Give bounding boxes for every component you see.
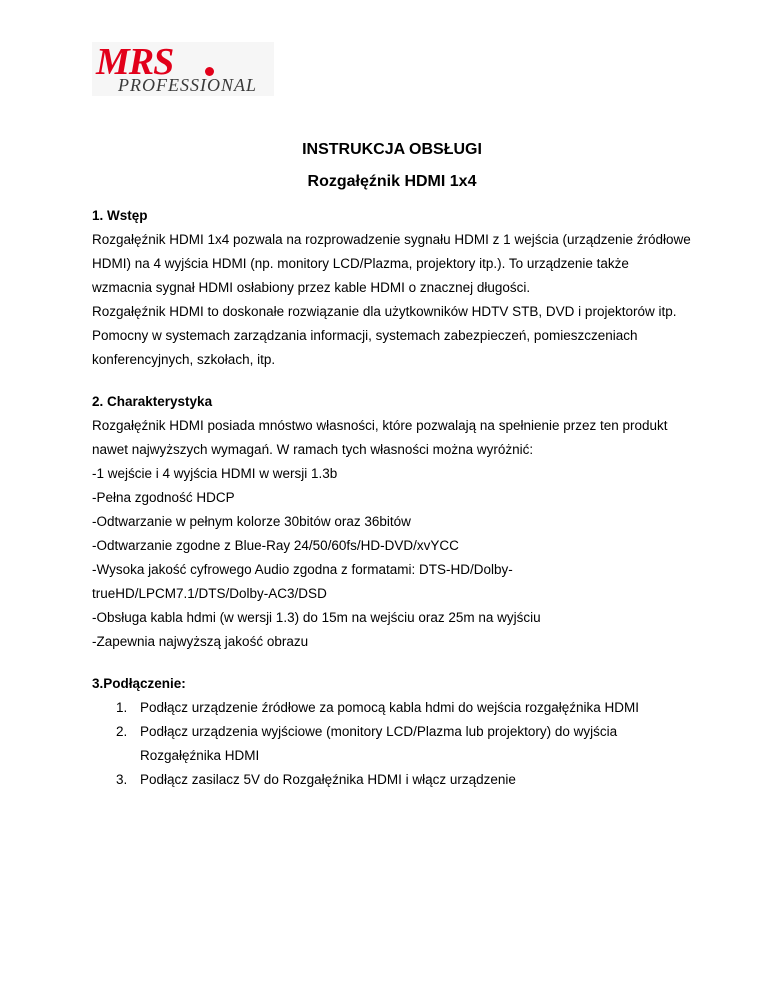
intro-section — [92, 208, 692, 372]
document-subtitle: Rozgałęźnik HDMI 1x4 — [307, 173, 477, 190]
feature-item: -Pełna zgodność HDCP — [92, 490, 235, 505]
connection-step — [92, 696, 692, 720]
connection-section — [92, 676, 692, 792]
features-section — [92, 394, 692, 654]
brand-logo — [92, 42, 274, 96]
step-text: Podłącz zasilacz 5V do Rozgałęźnika HDMI i włącz urządzenie — [140, 772, 516, 787]
features-intro: Rozgałęźnik HDMI posiada mnóstwo własności, które pozwalają na spełnienie przez ten produkt nawet najwyższych wymagań. W ramach tych własności można wyróżnić: — [92, 418, 668, 457]
step-number: 3. — [116, 772, 128, 787]
connection-steps — [92, 696, 692, 792]
feature-item: -Zapewnia najwyższą jakość obrazu — [92, 634, 309, 649]
feature-item: -Obsługa kabla hdmi (w wersji 1.3) do 15m na wejściu oraz 25m na wyjściu — [92, 610, 541, 625]
features-heading: 2. Charakterystyka — [92, 394, 213, 409]
logo-brand-text: MRS — [96, 41, 174, 83]
intro-heading: 1. Wstęp — [92, 208, 148, 223]
feature-item: -Odtwarzanie zgodne z Blue-Ray 24/50/60fs/HD-DVD/xvYCC — [92, 538, 459, 553]
manual-content — [92, 140, 692, 792]
step-number: 1. — [116, 700, 128, 715]
intro-paragraph: Rozgałęźnik HDMI 1x4 pozwala na rozprowadzenie sygnału HDMI z 1 wejścia (urządzenie źródłowe HDMI) na 4 wyjścia HDMI (np. monitory LCD/Plazma, projektory itp.). To urządzenie także wzmacnia sygnał HDMI osłabiony przez kable HDMI o znacznej długości. — [92, 232, 691, 295]
feature-item: -Wysoka jakość cyfrowego Audio zgodna z formatami: DTS-HD/Dolby-trueHD/LPCM7.1/DTS/Dolby-AC3/DSD — [92, 562, 513, 601]
feature-item: -1 wejście i 4 wyjścia HDMI w wersji 1.3b — [92, 466, 338, 481]
feature-item: -Odtwarzanie w pełnym kolorze 30bitów oraz 36bitów — [92, 514, 411, 529]
step-text: Podłącz urządzenia wyjściowe (monitory LCD/Plazma lub projektory) do wyjścia Rozgałęźnika HDMI — [140, 724, 618, 763]
connection-step — [92, 768, 692, 792]
connection-step — [92, 720, 692, 768]
intro-paragraph: Rozgałęźnik HDMI to doskonałe rozwiązanie dla użytkowników HDTV STB, DVD i projektorów itp. Pomocny w systemach zarządzania informacji, systemach zabezpieczeń, pomieszczeniach konferencyjnych, szkołach, itp. — [92, 304, 677, 367]
document-title: INSTRUKCJA OBSŁUGI — [302, 141, 482, 158]
step-text: Podłącz urządzenie źródłowe za pomocą kabla hdmi do wejścia rozgałęźnika HDMI — [140, 700, 639, 715]
step-number: 2. — [116, 724, 128, 739]
connection-heading: 3.Podłączenie: — [92, 676, 186, 691]
logo-tagline: PROFESSIONAL — [118, 75, 257, 95]
